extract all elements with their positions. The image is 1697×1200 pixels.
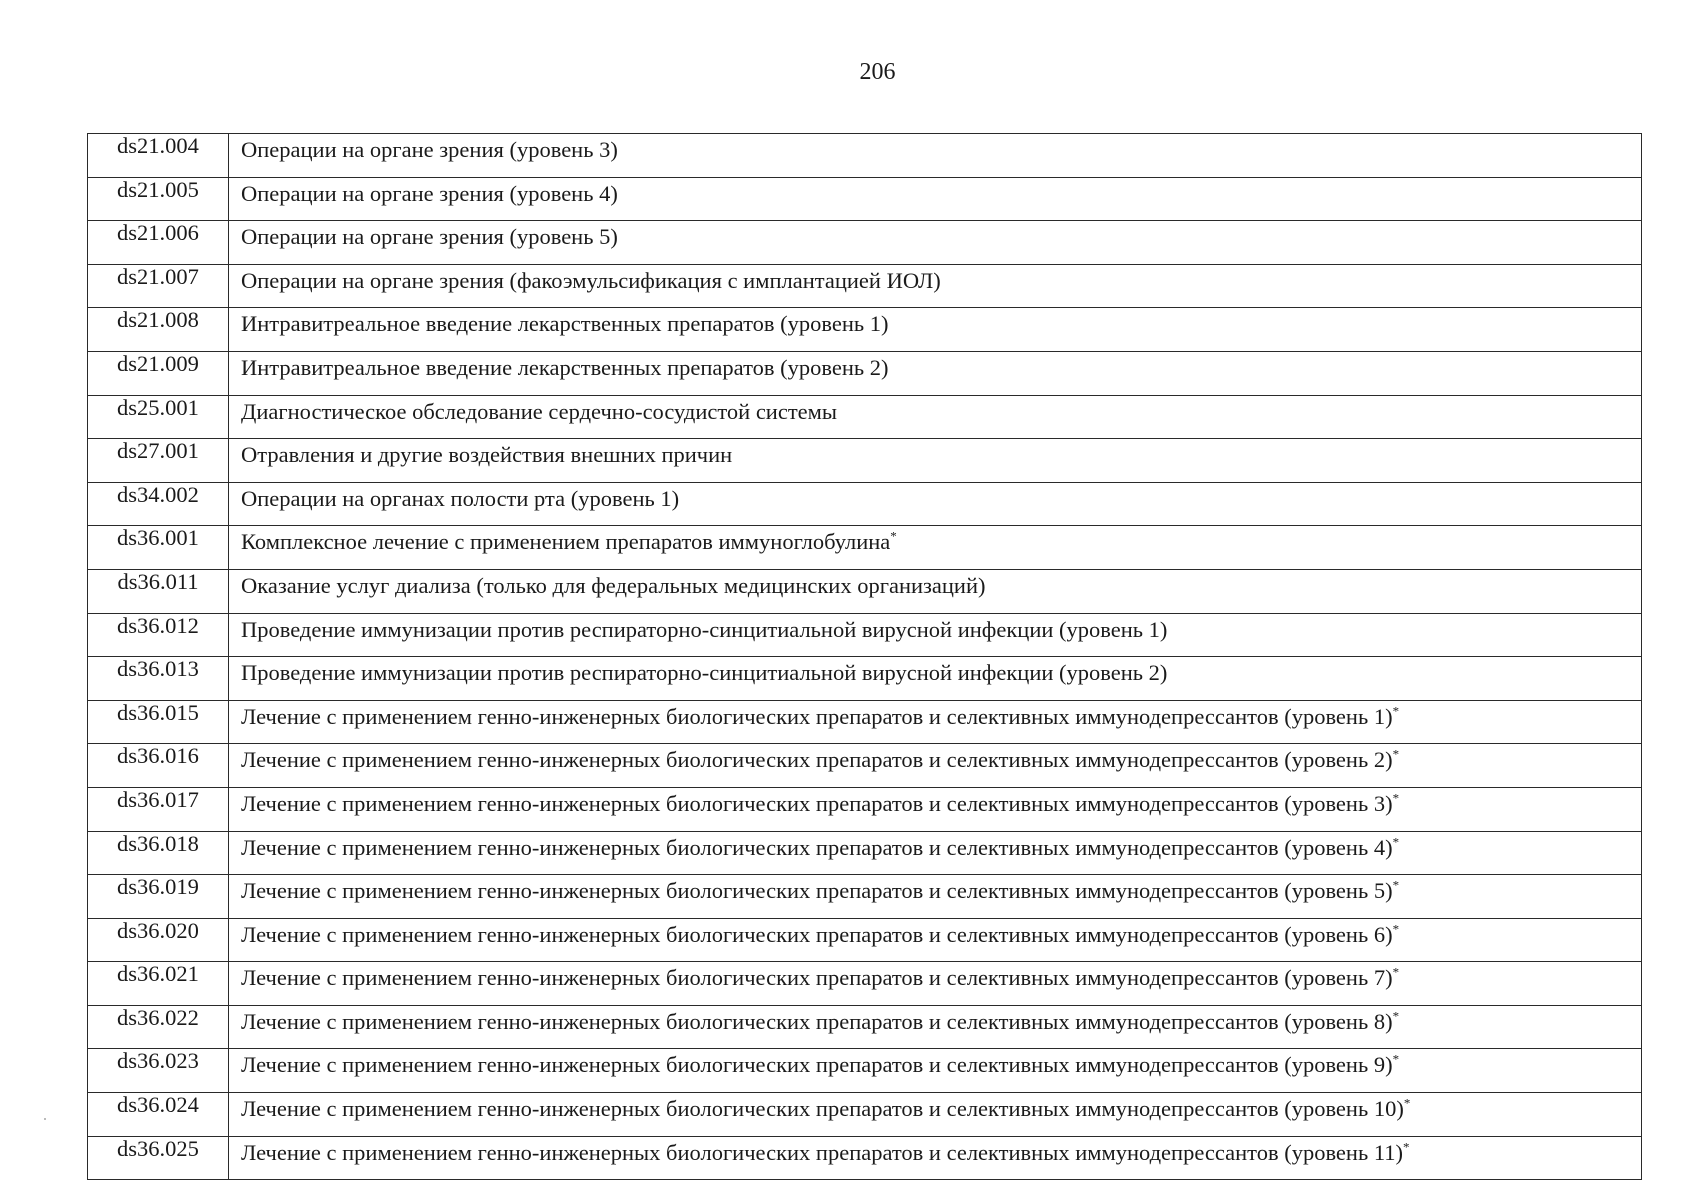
row-code: ds21.007	[88, 264, 229, 308]
row-name-cell	[229, 395, 1642, 439]
row-name-cell	[229, 831, 1642, 875]
table-row	[88, 569, 1642, 613]
row-code: ds21.008	[88, 308, 229, 352]
row-code: ds36.011	[88, 569, 229, 613]
row-name-cell	[229, 700, 1642, 744]
footnote-mark: *	[1392, 834, 1400, 849]
row-code: ds36.021	[88, 962, 229, 1006]
table-row	[88, 177, 1642, 221]
row-code: ds36.001	[88, 526, 229, 570]
row-code: ds36.025	[88, 1136, 229, 1180]
footnote-mark: *	[1392, 746, 1400, 762]
code-table	[87, 133, 1642, 1180]
row-name-cell	[229, 482, 1642, 526]
footnote-mark: *	[1392, 1008, 1400, 1024]
row-name: Лечение с применением генно-инженерных биологических препаратов и селективных иммунодепрессантов (уровень 1)	[241, 703, 1393, 729]
table-row	[88, 918, 1642, 962]
table-row	[88, 1136, 1642, 1180]
row-code: ds21.009	[88, 351, 229, 395]
row-name-cell	[229, 787, 1642, 831]
row-code: ds27.001	[88, 439, 229, 483]
table-row	[88, 1049, 1642, 1093]
row-name: Интравитреальное введение лекарственных препаратов (уровень 1)	[241, 311, 889, 337]
row-name-cell	[229, 221, 1642, 265]
row-name-cell	[229, 962, 1642, 1006]
table-row	[88, 831, 1642, 875]
row-code: ds21.006	[88, 221, 229, 265]
row-name: Проведение иммунизации против респираторно-синцитиальной вирусной инфекции (уровень 2)	[241, 660, 1168, 686]
row-name: Операции на органе зрения (факоэмульсификация с имплантацией ИОЛ)	[241, 267, 941, 293]
row-code: ds36.020	[88, 918, 229, 962]
table-row	[88, 264, 1642, 308]
row-name: Комплексное лечение с применением препаратов иммуноглобулина	[241, 529, 891, 555]
row-name-cell	[229, 657, 1642, 701]
footnote-mark: *	[1392, 1051, 1400, 1067]
row-name: Операции на органе зрения (уровень 3)	[241, 137, 618, 162]
table-row	[88, 657, 1642, 701]
table-row	[88, 613, 1642, 657]
row-code: ds36.022	[88, 1005, 229, 1049]
code-table-body	[88, 134, 1642, 1180]
row-name-cell	[229, 177, 1642, 221]
footnote-mark: *	[1392, 790, 1400, 806]
row-code: ds25.001	[88, 395, 229, 439]
row-name-cell	[229, 439, 1642, 483]
table-row	[88, 875, 1642, 919]
row-name-cell	[229, 613, 1642, 657]
row-code: ds36.013	[88, 657, 229, 701]
row-name: Лечение с применением генно-инженерных биологических препаратов и селективных иммунодепрессантов (уровень 4)	[241, 834, 1393, 860]
row-name: Операции на органах полости рта (уровень 1)	[241, 485, 680, 511]
row-code: ds21.005	[88, 177, 229, 221]
scan-artifact	[44, 1118, 46, 1120]
row-code: ds34.002	[88, 482, 229, 526]
row-code: ds36.016	[88, 744, 229, 788]
footnote-mark: *	[1403, 1095, 1411, 1111]
table-row	[88, 351, 1642, 395]
table-row	[88, 962, 1642, 1006]
table-row	[88, 482, 1642, 526]
row-name: Проведение иммунизации против респираторно-синцитиальной вирусной инфекции (уровень 1)	[241, 616, 1168, 642]
row-name: Оказание услуг диализа (только для федеральных медицинских организаций)	[241, 572, 986, 598]
row-name: Диагностическое обследование сердечно-сосудистой системы	[241, 398, 838, 424]
table-row	[88, 1005, 1642, 1049]
footnote-mark: *	[1392, 877, 1400, 893]
table-row	[88, 308, 1642, 352]
table-row	[88, 1093, 1642, 1137]
table-row	[88, 787, 1642, 831]
row-name: Лечение с применением генно-инженерных биологических препаратов и селективных иммунодепрессантов (уровень 8)	[241, 1008, 1393, 1034]
table-row	[88, 526, 1642, 570]
row-name-cell	[229, 875, 1642, 919]
row-name-cell	[229, 264, 1642, 308]
row-name-cell	[229, 1049, 1642, 1093]
row-code: ds21.004	[88, 134, 229, 178]
row-name: Лечение с применением генно-инженерных биологических препаратов и селективных иммунодепрессантов (уровень 5)	[241, 878, 1393, 904]
page-number: 206	[859, 59, 896, 85]
row-name-cell	[229, 744, 1642, 788]
row-code: ds36.024	[88, 1093, 229, 1137]
row-code: ds36.012	[88, 613, 229, 657]
row-name-cell	[229, 569, 1642, 613]
footnote-mark: *	[1392, 921, 1400, 937]
row-name-cell	[229, 1136, 1642, 1180]
row-name: Интравитреальное введение лекарственных препаратов (уровень 2)	[241, 354, 889, 380]
row-code: ds36.019	[88, 875, 229, 919]
row-name: Лечение с применением генно-инженерных биологических препаратов и селективных иммунодепрессантов (уровень 10)	[241, 1096, 1404, 1122]
table-row	[88, 700, 1642, 744]
footnote-mark: *	[1392, 703, 1400, 719]
row-name: Операции на органе зрения (уровень 5)	[241, 224, 618, 250]
row-name-cell	[229, 308, 1642, 352]
row-name: Лечение с применением генно-инженерных биологических препаратов и селективных иммунодепрессантов (уровень 3)	[241, 790, 1393, 816]
row-name-cell	[229, 918, 1642, 962]
footnote-mark: *	[1403, 1139, 1410, 1155]
row-name-cell	[229, 526, 1642, 570]
row-name-cell	[229, 351, 1642, 395]
row-code: ds36.015	[88, 700, 229, 744]
row-name-cell	[229, 1005, 1642, 1049]
table-row	[88, 744, 1642, 788]
row-code: ds36.023	[88, 1049, 229, 1093]
table-row	[88, 134, 1642, 178]
row-name: Лечение с применением генно-инженерных биологических препаратов и селективных иммунодепрессантов (уровень 9)	[241, 1052, 1393, 1078]
table-row	[88, 395, 1642, 439]
footnote-mark: *	[890, 528, 897, 544]
table-row	[88, 439, 1642, 483]
table-row	[88, 221, 1642, 265]
row-name-cell	[229, 1093, 1642, 1137]
row-name: Операции на органе зрения (уровень 4)	[241, 180, 618, 206]
row-name: Лечение с применением генно-инженерных биологических препаратов и селективных иммунодепрессантов (уровень 11)	[241, 1139, 1404, 1165]
row-name-cell	[229, 134, 1642, 178]
row-code: ds36.017	[88, 787, 229, 831]
row-name: Лечение с применением генно-инженерных биологических препаратов и селективных иммунодепрессантов (уровень 2)	[241, 747, 1393, 773]
row-code: ds36.018	[88, 831, 229, 875]
footnote-mark: *	[1392, 964, 1400, 980]
row-name: Лечение с применением генно-инженерных биологических препаратов и селективных иммунодепрессантов (уровень 6)	[241, 921, 1393, 947]
row-name: Отравления и другие воздействия внешних причин	[241, 442, 733, 468]
row-name: Лечение с применением генно-инженерных биологических препаратов и селективных иммунодепрессантов (уровень 7)	[241, 965, 1393, 991]
